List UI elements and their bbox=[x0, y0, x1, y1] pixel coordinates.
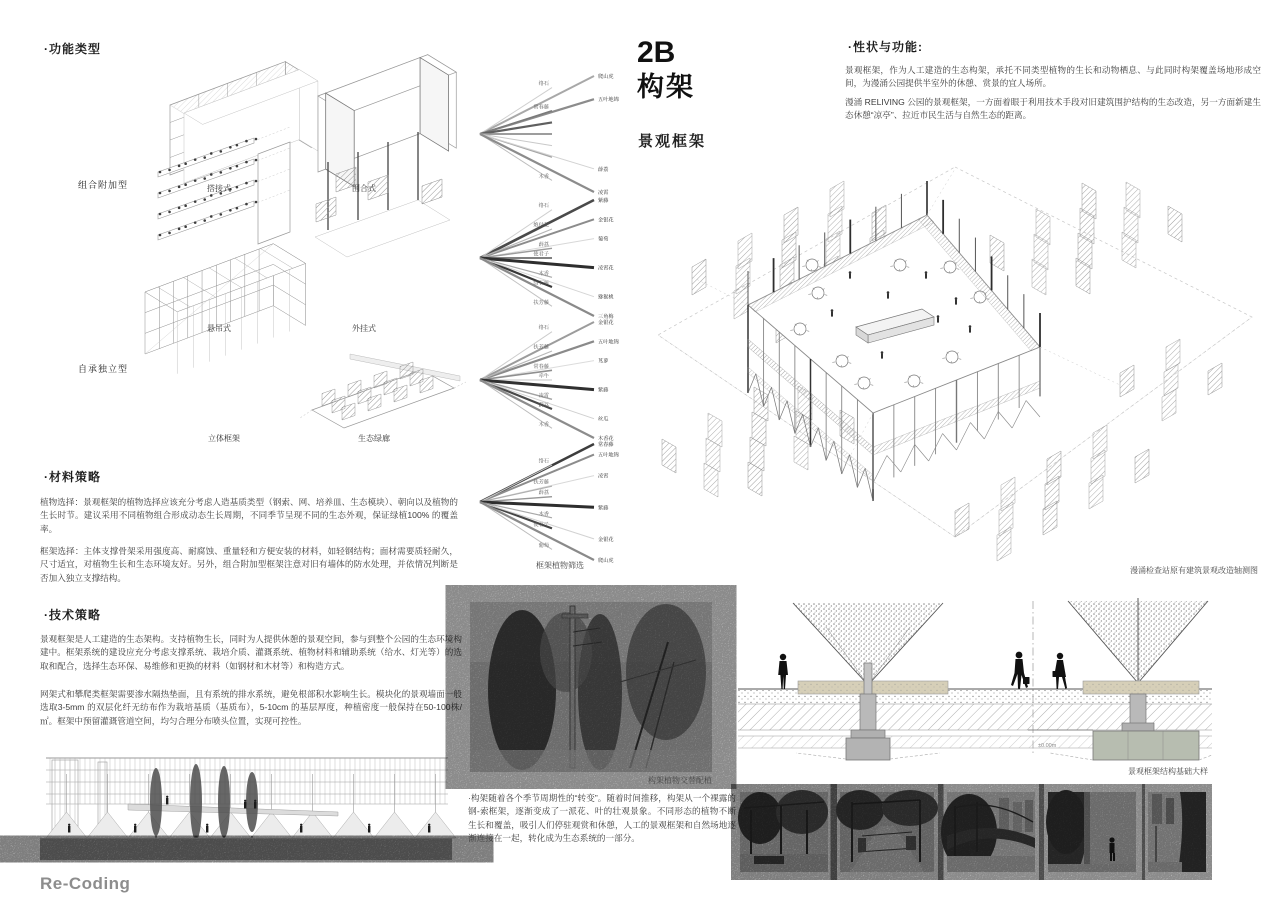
svg-text:络石: 络石 bbox=[538, 458, 549, 465]
traits-paragraph-2: 漫涌 RELIVING 公园的景观框架，一方面着眼于利用技术手段对旧建筑围护结构的生态改造，另一方面新建生态休憩“凉亭”、拉近市民生活与自然生态的距离。 bbox=[845, 97, 1261, 121]
type-label-5: 立体框架 bbox=[208, 434, 240, 443]
svg-text:木香: 木香 bbox=[538, 421, 549, 428]
reference-photo-5 bbox=[1148, 792, 1206, 872]
svg-text:络石: 络石 bbox=[538, 203, 549, 210]
svg-text:五叶地锦: 五叶地锦 bbox=[598, 452, 619, 459]
seasonal-note: ·构架随着各个季节周期性的“转变”。随着时间推移，构架从一个裸露的钢-索框架，逐渐变成了一派花、叶的壮观景象。不同形态的植物不断生长和覆盖，吸引人们停驻观赏和休憩，人工的景观框架和自然场地逐渐连接在一起，转化成为生态系统的一部分。 bbox=[468, 793, 736, 843]
reference-photo-3 bbox=[947, 792, 1035, 872]
section-title: 构架 bbox=[637, 72, 695, 102]
right-foundation bbox=[1028, 598, 1212, 760]
row-label-freestanding: 自承独立型 bbox=[78, 364, 129, 374]
svg-text:五叶地锦: 五叶地锦 bbox=[598, 339, 619, 346]
svg-text:金银花: 金银花 bbox=[598, 217, 614, 224]
svg-text:五叶地锦: 五叶地锦 bbox=[598, 97, 619, 104]
svg-text:茑萝: 茑萝 bbox=[598, 358, 609, 365]
svg-text:扶芳藤: 扶芳藤 bbox=[533, 299, 549, 306]
svg-text:常春藤: 常春藤 bbox=[598, 442, 614, 448]
traits-heading: ·性状与功能: bbox=[848, 40, 923, 54]
svg-text:金银花: 金银花 bbox=[598, 536, 614, 543]
svg-text:爬山虎: 爬山虎 bbox=[598, 74, 614, 80]
plant-selection-fan-diagram bbox=[468, 56, 633, 564]
person-standing bbox=[778, 654, 788, 689]
svg-text:木香: 木香 bbox=[538, 511, 549, 518]
svg-text:爬山虎: 爬山虎 bbox=[598, 558, 614, 564]
type-label-1: 搭接式 bbox=[207, 184, 231, 193]
svg-text:凌霄: 凌霄 bbox=[598, 473, 609, 480]
svg-text:木香: 木香 bbox=[538, 173, 549, 180]
svg-text:木香: 木香 bbox=[538, 270, 549, 277]
type-label-3: 悬吊式 bbox=[207, 324, 231, 333]
svg-text:凌霄: 凌霄 bbox=[598, 190, 609, 196]
svg-text:牵牛: 牵牛 bbox=[538, 373, 549, 380]
type-label-2: 围合式 bbox=[352, 184, 376, 193]
material-paragraph-2: 框架选择：主体支撑骨架采用强度高、耐腐蚀、重量轻和方便安装的材料，如轻钢结构；面材需要质轻耐久，尺寸适宜，对植物生长和生态环境友好。另外，组合附加型框架注意对旧有墙体的防水处理，并依情况判断是否加入独立支撑结构。 bbox=[40, 546, 458, 583]
level-annotation: ±0.00m bbox=[1038, 743, 1057, 749]
svg-text:络石藤: 络石藤 bbox=[533, 280, 549, 287]
section-subtitle: 景观框架 bbox=[638, 133, 707, 150]
tech-heading: ·技术策略 bbox=[44, 608, 101, 622]
reference-photo-4 bbox=[1048, 792, 1136, 872]
svg-text:扶芳藤: 扶芳藤 bbox=[533, 479, 549, 486]
svg-text:丝瓜: 丝瓜 bbox=[598, 416, 609, 423]
svg-text:凌霄花: 凌霄花 bbox=[598, 265, 614, 272]
reference-photo-2 bbox=[840, 792, 934, 872]
function-types-diagram bbox=[50, 72, 460, 442]
tech-paragraph-1: 景观框架是人工建造的生态架构。支持植物生长，同时为人提供休憩的景观空间，参与到整个公园的生态环境构建中。框架系统的建设应充分考虑支撑系统、栽培介质、灌溉系统、植物材料和辅助系统（给水、灯光等）的选取和配合，选择生态环保、易维修和更换的材料（如钢材和木材等）和构造方式。 bbox=[40, 634, 462, 671]
svg-text:葡萄: 葡萄 bbox=[538, 542, 549, 549]
svg-text:紫藤: 紫藤 bbox=[598, 198, 609, 204]
svg-text:薜荔: 薜荔 bbox=[538, 241, 549, 248]
svg-text:炮仗花: 炮仗花 bbox=[533, 222, 549, 229]
svg-text:薜荔: 薜荔 bbox=[538, 402, 549, 409]
detail-caption: 景观框架结构基础大样 bbox=[1128, 767, 1208, 776]
photo-caption: 构架植物交替配植 bbox=[648, 776, 712, 785]
svg-text:凌霄: 凌霄 bbox=[538, 392, 549, 399]
svg-text:木香花: 木香花 bbox=[598, 436, 614, 442]
plants-structure-photo bbox=[470, 602, 712, 772]
row-label-attached: 组合附加型 bbox=[78, 180, 129, 190]
svg-text:常春藤: 常春藤 bbox=[533, 104, 549, 111]
type-label-4: 外挂式 bbox=[352, 324, 376, 333]
section-code: 2B bbox=[637, 36, 676, 69]
person-walking-briefcase bbox=[1011, 652, 1030, 689]
park-elevation-drawing bbox=[38, 752, 456, 870]
reference-photo-1 bbox=[740, 792, 828, 872]
svg-text:薜荔: 薜荔 bbox=[598, 166, 609, 173]
axonometric-renovation-drawing bbox=[650, 145, 1262, 565]
axon-caption: 漫涌检查站原有建筑景观改造轴测图 bbox=[1130, 566, 1258, 575]
function-types-heading: ·功能类型 bbox=[44, 42, 101, 56]
svg-text:常春藤: 常春藤 bbox=[533, 363, 549, 370]
material-heading: ·材料策略 bbox=[44, 470, 101, 484]
svg-text:紫藤: 紫藤 bbox=[598, 505, 609, 512]
material-paragraph-1: 植物选择：景观框架的植物选择应该充分考虑人造基质类型（钢索、网、培养皿、生态模块）、朝向以及植物的生长时节。建议采用不同植物组合形成动态生长周期，不同季节呈现不同的生态外观，保证绿植100% 的覆盖率。 bbox=[40, 497, 458, 534]
svg-text:葡萄: 葡萄 bbox=[598, 236, 609, 243]
svg-text:金银花: 金银花 bbox=[598, 320, 614, 326]
svg-text:使君子: 使君子 bbox=[533, 521, 549, 528]
svg-text:薜荔: 薜荔 bbox=[538, 490, 549, 497]
person-walking-woman bbox=[1053, 653, 1068, 689]
svg-text:紫藤: 紫藤 bbox=[598, 387, 609, 394]
brand-logo: Re-Coding bbox=[40, 874, 131, 893]
svg-text:三角梅: 三角梅 bbox=[598, 314, 614, 320]
tech-paragraph-2: 网架式和攀爬类框架需要渗水隔热垫面，且有系统的排水系统，避免根部积水影响生长。模块化的景观墙面一般选取3-5mm 的双层化纤无纺布作为栽培基质（基质布），5-10cm 的基层厚度，种植密度一般保持在50-100株/㎡。框架中预留灌溉管道空间，均匀合理分布喷头位置，实现可控性。 bbox=[40, 689, 462, 726]
svg-text:扶芳藤: 扶芳藤 bbox=[533, 344, 549, 351]
svg-text:络石: 络石 bbox=[538, 325, 549, 332]
tree-caption: 框架植物筛选 bbox=[536, 561, 584, 570]
foundation-detail-drawing bbox=[738, 593, 1212, 761]
svg-text:猕猴桃: 猕猴桃 bbox=[598, 294, 614, 301]
svg-text:使君子: 使君子 bbox=[533, 251, 549, 258]
svg-text:络石: 络石 bbox=[538, 81, 549, 88]
type-label-6: 生态绿廊 bbox=[358, 434, 390, 443]
traits-paragraph-1: 景观框架，作为人工建造的生态构架，承托不同类型植物的生长和动物栖息、与此同时构架覆盖场地形成空间，为漫涌公园提供半室外的休憩、赏景的宜人场所。 bbox=[845, 65, 1261, 89]
